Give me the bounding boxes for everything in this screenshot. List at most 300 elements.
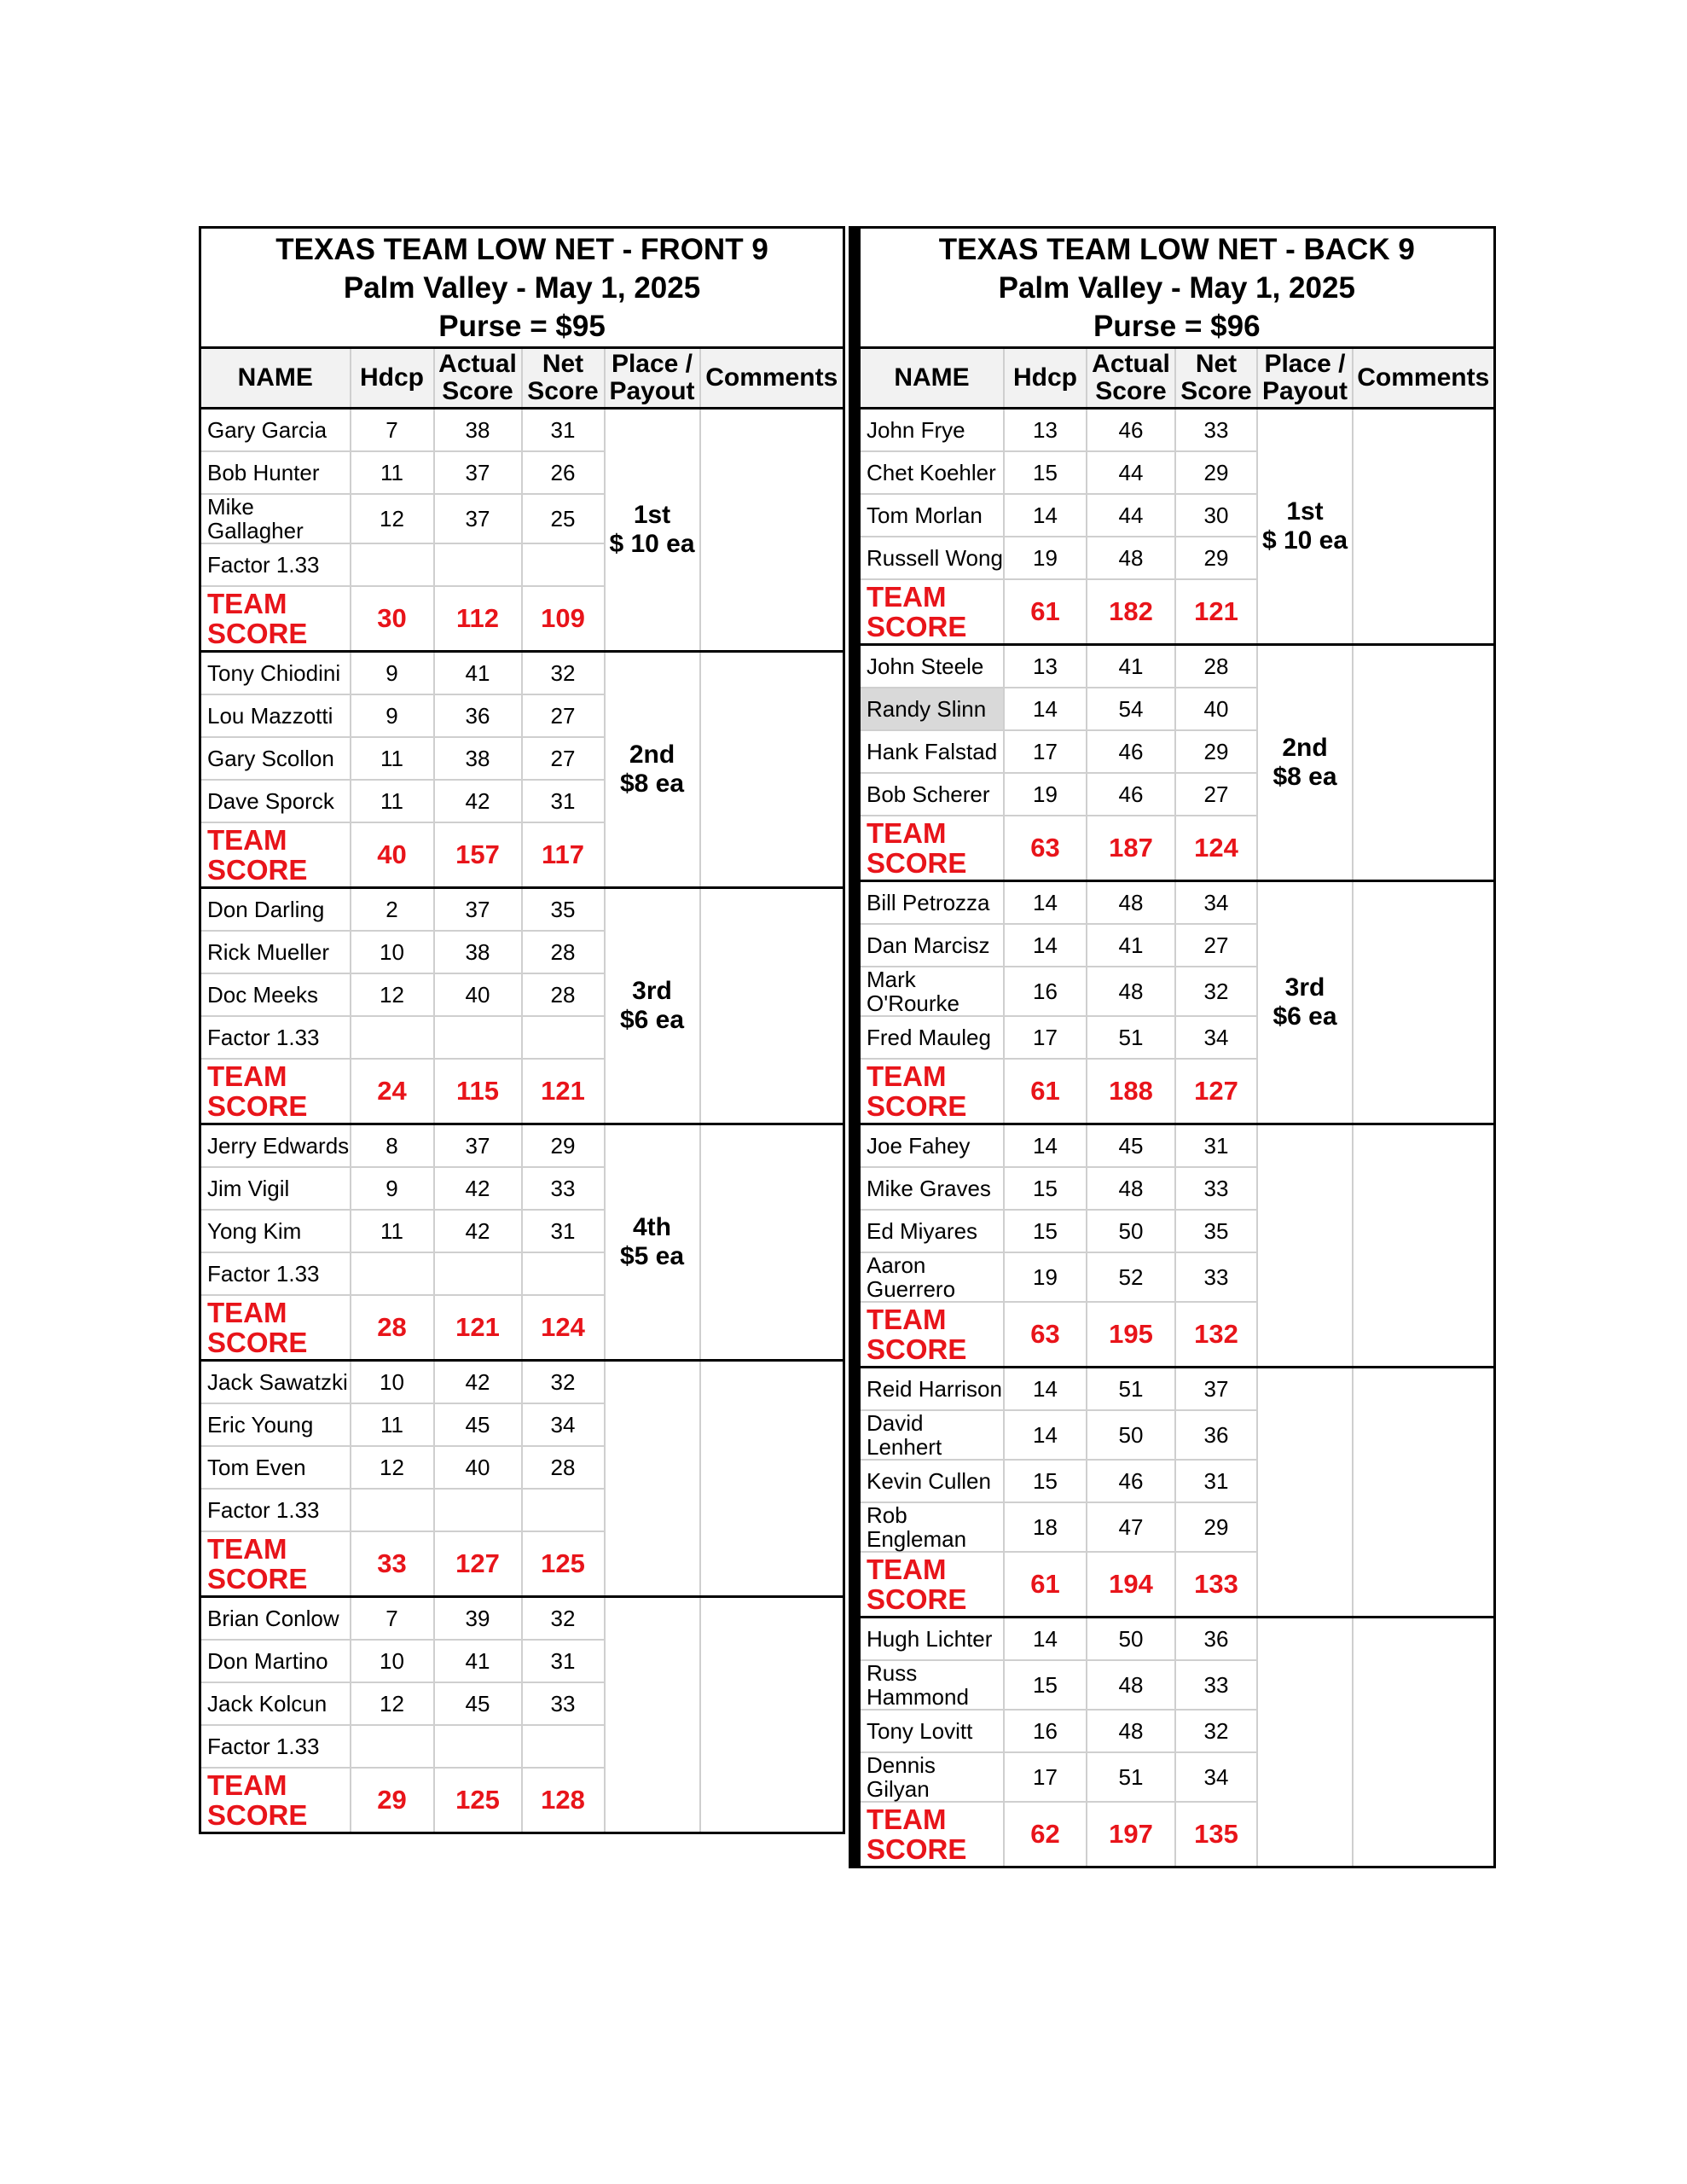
team-score-label: TEAM SCORE — [200, 822, 351, 888]
player-name: Jack Sawatzki — [200, 1361, 351, 1404]
player-name: Tony Lovitt — [855, 1710, 1004, 1752]
player-hdcp: 13 — [1004, 409, 1087, 452]
team-hdcp-total: 61 — [1004, 1059, 1087, 1124]
player-name: Doc Meeks — [200, 973, 351, 1016]
comments-cell — [700, 1124, 844, 1361]
player-hdcp: 15 — [1004, 451, 1087, 494]
player-actual-score: 48 — [1087, 1660, 1175, 1710]
player-row — [200, 888, 844, 932]
player-name: Factor 1.33 — [200, 1252, 351, 1295]
player-name: John Steele — [855, 645, 1004, 688]
player-actual-score: 52 — [1087, 1252, 1175, 1302]
player-net-score: 33 — [1175, 1660, 1257, 1710]
team-actual-total: 187 — [1087, 816, 1175, 881]
team-score-label: TEAM SCORE — [200, 1531, 351, 1597]
team-actual-total: 125 — [434, 1768, 522, 1833]
player-net-score: 30 — [1175, 494, 1257, 537]
player-hdcp: 10 — [351, 1640, 434, 1682]
comments-cell — [1353, 1618, 1494, 1867]
player-net-score: 35 — [522, 888, 605, 932]
player-actual-score — [434, 1252, 522, 1295]
player-net-score: 27 — [522, 737, 605, 780]
player-net-score: 31 — [1175, 1460, 1257, 1502]
player-name: John Frye — [855, 409, 1004, 452]
player-actual-score: 46 — [1087, 409, 1175, 452]
player-actual-score: 38 — [434, 409, 522, 452]
player-actual-score — [434, 1725, 522, 1768]
comments-cell — [700, 409, 844, 652]
player-net-score: 29 — [1175, 537, 1257, 579]
team-score-label: TEAM SCORE — [200, 1295, 351, 1361]
header-comments: Comments — [700, 348, 844, 409]
player-net-score: 33 — [1175, 409, 1257, 452]
player-hdcp — [351, 1489, 434, 1531]
payout-label: $6 ea — [1272, 1002, 1337, 1031]
player-net-score: 29 — [1175, 1502, 1257, 1552]
player-actual-score: 44 — [1087, 494, 1175, 537]
player-row — [855, 881, 1494, 925]
player-name: Eric Young — [200, 1403, 351, 1446]
player-name: Hank Falstad — [855, 730, 1004, 773]
player-net-score: 32 — [522, 1361, 605, 1404]
player-row — [200, 1361, 844, 1404]
player-actual-score: 48 — [1087, 1167, 1175, 1210]
place-label: 2nd — [1282, 734, 1328, 762]
header-actual-score: Actual Score — [1087, 348, 1175, 409]
player-net-score — [522, 1725, 605, 1768]
player-hdcp: 11 — [351, 737, 434, 780]
player-hdcp: 17 — [1004, 1752, 1087, 1802]
player-name: Yong Kim — [200, 1210, 351, 1252]
player-name: Factor 1.33 — [200, 543, 351, 586]
team-net-total: 132 — [1175, 1302, 1257, 1368]
player-name: Tom Morlan — [855, 494, 1004, 537]
place-payout-cell — [1257, 1618, 1353, 1867]
player-name: Fred Mauleg — [855, 1016, 1004, 1059]
header-hdcp: Hdcp — [351, 348, 434, 409]
team-score-label: TEAM SCORE — [855, 579, 1004, 645]
header-hdcp: Hdcp — [1004, 348, 1087, 409]
team-net-total: 121 — [522, 1059, 605, 1124]
team-actual-total: 127 — [434, 1531, 522, 1597]
player-name: Gary Garcia — [200, 409, 351, 452]
player-actual-score: 48 — [1087, 881, 1175, 925]
place-payout-cell — [605, 652, 700, 888]
player-net-score — [522, 1016, 605, 1059]
player-actual-score: 48 — [1087, 1710, 1175, 1752]
player-name: Chet Koehler — [855, 451, 1004, 494]
player-hdcp: 16 — [1004, 967, 1087, 1016]
player-name: Dennis Gilyan — [855, 1752, 1004, 1802]
player-name: Bob Hunter — [200, 451, 351, 494]
team-actual-total: 157 — [434, 822, 522, 888]
player-row — [200, 409, 844, 452]
team-hdcp-total: 61 — [1004, 579, 1087, 645]
player-actual-score: 44 — [1087, 451, 1175, 494]
player-net-score: 29 — [1175, 451, 1257, 494]
player-name: Rick Mueller — [200, 931, 351, 973]
payout-label: $8 ea — [619, 770, 685, 798]
team-net-total: 133 — [1175, 1552, 1257, 1618]
player-name: Mark O'Rourke — [855, 967, 1004, 1016]
player-name: Russ Hammond — [855, 1660, 1004, 1710]
header-actual-score: Actual Score — [434, 348, 522, 409]
player-name: Bill Petrozza — [855, 881, 1004, 925]
player-hdcp: 11 — [351, 780, 434, 822]
player-net-score — [522, 1252, 605, 1295]
player-actual-score: 46 — [1087, 1460, 1175, 1502]
team-net-total: 135 — [1175, 1802, 1257, 1867]
player-hdcp: 9 — [351, 694, 434, 737]
team-net-total: 125 — [522, 1531, 605, 1597]
player-name: Don Martino — [200, 1640, 351, 1682]
player-actual-score: 46 — [1087, 730, 1175, 773]
comments-cell — [1353, 645, 1494, 881]
team-hdcp-total: 40 — [351, 822, 434, 888]
place-payout-cell — [605, 1361, 700, 1597]
place-payout-cell — [605, 888, 700, 1124]
back-title: TEXAS TEAM LOW NET - BACK 9 — [938, 232, 1415, 266]
player-hdcp: 19 — [1004, 773, 1087, 816]
player-hdcp: 15 — [1004, 1167, 1087, 1210]
player-net-score: 28 — [1175, 645, 1257, 688]
place-label: 1st — [633, 501, 671, 529]
player-actual-score: 36 — [434, 694, 522, 737]
back-nine-table — [849, 226, 1496, 1868]
player-name: Joe Fahey — [855, 1124, 1004, 1168]
player-name: Factor 1.33 — [200, 1489, 351, 1531]
team-score-label: TEAM SCORE — [200, 586, 351, 652]
player-row — [855, 1618, 1494, 1661]
player-hdcp: 17 — [1004, 1016, 1087, 1059]
player-hdcp: 12 — [351, 1682, 434, 1725]
player-actual-score: 51 — [1087, 1368, 1175, 1411]
player-hdcp: 14 — [1004, 924, 1087, 967]
place-payout-cell — [605, 1597, 700, 1833]
back-purse: Purse = $96 — [1093, 309, 1261, 343]
place-label: 3rd — [632, 977, 672, 1005]
player-actual-score: 54 — [1087, 688, 1175, 730]
player-actual-score: 42 — [434, 1167, 522, 1210]
comments-cell — [1353, 1368, 1494, 1618]
team-actual-total: 197 — [1087, 1802, 1175, 1867]
player-actual-score: 48 — [1087, 537, 1175, 579]
player-row — [855, 645, 1494, 688]
front-title-block — [200, 228, 844, 348]
player-name: Ed Miyares — [855, 1210, 1004, 1252]
team-hdcp-total: 28 — [351, 1295, 434, 1361]
player-hdcp: 16 — [1004, 1710, 1087, 1752]
player-hdcp — [351, 543, 434, 586]
player-net-score: 31 — [522, 780, 605, 822]
player-hdcp: 15 — [1004, 1460, 1087, 1502]
team-score-label: TEAM SCORE — [855, 1302, 1004, 1368]
player-actual-score: 37 — [434, 1124, 522, 1168]
player-net-score: 32 — [522, 652, 605, 695]
team-score-label: TEAM SCORE — [855, 1552, 1004, 1618]
player-hdcp: 15 — [1004, 1210, 1087, 1252]
player-net-score: 32 — [1175, 967, 1257, 1016]
player-net-score: 37 — [1175, 1368, 1257, 1411]
player-net-score: 28 — [522, 973, 605, 1016]
player-actual-score: 40 — [434, 973, 522, 1016]
player-actual-score: 46 — [1087, 773, 1175, 816]
player-hdcp: 19 — [1004, 537, 1087, 579]
team-actual-total: 188 — [1087, 1059, 1175, 1124]
player-actual-score: 45 — [434, 1403, 522, 1446]
team-hdcp-total: 63 — [1004, 816, 1087, 881]
place-payout-cell — [1257, 881, 1353, 1124]
player-actual-score: 37 — [434, 451, 522, 494]
player-hdcp: 18 — [1004, 1502, 1087, 1552]
payout-label: $ 10 ea — [1261, 526, 1348, 555]
player-hdcp: 11 — [351, 451, 434, 494]
player-hdcp: 8 — [351, 1124, 434, 1168]
place-label: 1st — [1286, 497, 1324, 526]
player-hdcp: 14 — [1004, 881, 1087, 925]
player-row — [855, 1368, 1494, 1411]
player-hdcp: 14 — [1004, 688, 1087, 730]
team-score-label: TEAM SCORE — [200, 1059, 351, 1124]
player-net-score: 36 — [1175, 1410, 1257, 1460]
player-name: David Lenhert — [855, 1410, 1004, 1460]
player-actual-score: 45 — [434, 1682, 522, 1725]
player-actual-score: 38 — [434, 931, 522, 973]
player-name: Jack Kolcun — [200, 1682, 351, 1725]
player-net-score: 34 — [522, 1403, 605, 1446]
player-name: Russell Wong — [855, 537, 1004, 579]
player-hdcp: 14 — [1004, 494, 1087, 537]
player-actual-score: 51 — [1087, 1752, 1175, 1802]
team-score-label: TEAM SCORE — [855, 1802, 1004, 1867]
player-net-score: 33 — [522, 1682, 605, 1725]
player-net-score: 26 — [522, 451, 605, 494]
player-name: Reid Harrison — [855, 1368, 1004, 1411]
player-actual-score: 42 — [434, 1210, 522, 1252]
player-hdcp: 11 — [351, 1210, 434, 1252]
player-row — [200, 1124, 844, 1168]
place-payout-cell — [1257, 409, 1353, 645]
player-name: Jim Vigil — [200, 1167, 351, 1210]
player-hdcp: 17 — [1004, 730, 1087, 773]
team-actual-total: 112 — [434, 586, 522, 652]
team-hdcp-total: 33 — [351, 1531, 434, 1597]
front-title: TEXAS TEAM LOW NET - FRONT 9 — [275, 232, 768, 266]
player-net-score: 31 — [1175, 1124, 1257, 1168]
player-actual-score — [434, 1016, 522, 1059]
place-payout-cell — [605, 1124, 700, 1361]
player-name: Mike Gallagher — [200, 494, 351, 543]
back-header-row — [855, 348, 1494, 409]
player-hdcp: 15 — [1004, 1660, 1087, 1710]
team-net-total: 121 — [1175, 579, 1257, 645]
player-actual-score: 42 — [434, 780, 522, 822]
back-course-date: Palm Valley - May 1, 2025 — [998, 270, 1355, 305]
team-hdcp-total: 30 — [351, 586, 434, 652]
player-net-score: 29 — [1175, 730, 1257, 773]
player-actual-score: 45 — [1087, 1124, 1175, 1168]
player-net-score: 27 — [1175, 773, 1257, 816]
header-net-score: Net Score — [1175, 348, 1257, 409]
player-name: Rob Engleman — [855, 1502, 1004, 1552]
front-purse: Purse = $95 — [438, 309, 606, 343]
player-hdcp: 7 — [351, 409, 434, 452]
comments-cell — [700, 652, 844, 888]
header-name: NAME — [200, 348, 351, 409]
player-name: Lou Mazzotti — [200, 694, 351, 737]
player-net-score — [522, 543, 605, 586]
player-hdcp: 12 — [351, 1446, 434, 1489]
player-name: Tony Chiodini — [200, 652, 351, 695]
team-hdcp-total: 62 — [1004, 1802, 1087, 1867]
player-actual-score: 41 — [434, 1640, 522, 1682]
player-name: Aaron Guerrero — [855, 1252, 1004, 1302]
player-name: Factor 1.33 — [200, 1725, 351, 1768]
team-actual-total: 194 — [1087, 1552, 1175, 1618]
player-hdcp: 14 — [1004, 1618, 1087, 1661]
player-hdcp: 2 — [351, 888, 434, 932]
player-name: Kevin Cullen — [855, 1460, 1004, 1502]
player-net-score: 33 — [1175, 1252, 1257, 1302]
header-net-score: Net Score — [522, 348, 605, 409]
team-actual-total: 195 — [1087, 1302, 1175, 1368]
payout-label: $8 ea — [1272, 763, 1337, 791]
team-hdcp-total: 24 — [351, 1059, 434, 1124]
player-hdcp: 10 — [351, 1361, 434, 1404]
team-net-total: 117 — [522, 822, 605, 888]
player-hdcp: 12 — [351, 973, 434, 1016]
team-actual-total: 115 — [434, 1059, 522, 1124]
place-payout-cell — [1257, 1124, 1353, 1368]
player-actual-score: 40 — [434, 1446, 522, 1489]
player-actual-score: 37 — [434, 494, 522, 543]
player-name: Dave Sporck — [200, 780, 351, 822]
player-net-score: 28 — [522, 1446, 605, 1489]
player-net-score: 34 — [1175, 1016, 1257, 1059]
header-name: NAME — [855, 348, 1004, 409]
comments-cell — [700, 1361, 844, 1597]
player-name: Jerry Edwards — [200, 1124, 351, 1168]
comments-cell — [700, 888, 844, 1124]
payout-label: $6 ea — [619, 1006, 685, 1034]
player-actual-score: 41 — [1087, 924, 1175, 967]
player-name: Factor 1.33 — [200, 1016, 351, 1059]
player-actual-score: 41 — [434, 652, 522, 695]
back-title-block — [855, 228, 1494, 348]
team-score-label: TEAM SCORE — [855, 1059, 1004, 1124]
player-net-score: 32 — [522, 1597, 605, 1641]
player-name: Don Darling — [200, 888, 351, 932]
team-net-total: 124 — [522, 1295, 605, 1361]
player-row — [200, 1597, 844, 1641]
player-net-score: 27 — [1175, 924, 1257, 967]
front-course-date: Palm Valley - May 1, 2025 — [343, 270, 701, 305]
player-row — [855, 1124, 1494, 1168]
player-hdcp: 19 — [1004, 1252, 1087, 1302]
header-comments: Comments — [1353, 348, 1494, 409]
place-label: 4th — [633, 1213, 671, 1241]
player-net-score: 31 — [522, 1210, 605, 1252]
comments-cell — [700, 1597, 844, 1833]
player-actual-score — [434, 1489, 522, 1531]
player-actual-score: 38 — [434, 737, 522, 780]
front-header-row — [200, 348, 844, 409]
player-net-score: 34 — [1175, 881, 1257, 925]
team-actual-total: 121 — [434, 1295, 522, 1361]
player-hdcp — [351, 1016, 434, 1059]
player-actual-score: 48 — [1087, 967, 1175, 1016]
team-score-label: TEAM SCORE — [200, 1768, 351, 1833]
player-actual-score: 50 — [1087, 1618, 1175, 1661]
player-net-score: 36 — [1175, 1618, 1257, 1661]
team-net-total: 127 — [1175, 1059, 1257, 1124]
player-net-score: 25 — [522, 494, 605, 543]
team-hdcp-total: 29 — [351, 1768, 434, 1833]
player-hdcp: 12 — [351, 494, 434, 543]
player-row — [200, 652, 844, 695]
player-hdcp: 9 — [351, 652, 434, 695]
place-label: 3rd — [1284, 973, 1325, 1002]
player-net-score: 31 — [522, 409, 605, 452]
team-hdcp-total: 63 — [1004, 1302, 1087, 1368]
player-actual-score: 37 — [434, 888, 522, 932]
player-name: Bob Scherer — [855, 773, 1004, 816]
player-net-score: 31 — [522, 1640, 605, 1682]
place-label: 2nd — [629, 741, 675, 769]
player-net-score: 33 — [1175, 1167, 1257, 1210]
player-hdcp: 11 — [351, 1403, 434, 1446]
place-payout-cell — [1257, 645, 1353, 881]
player-name: Brian Conlow — [200, 1597, 351, 1641]
player-net-score: 33 — [522, 1167, 605, 1210]
player-hdcp: 10 — [351, 931, 434, 973]
player-net-score: 27 — [522, 694, 605, 737]
player-hdcp: 14 — [1004, 1410, 1087, 1460]
player-hdcp: 13 — [1004, 645, 1087, 688]
player-actual-score: 51 — [1087, 1016, 1175, 1059]
player-net-score: 35 — [1175, 1210, 1257, 1252]
player-hdcp — [351, 1725, 434, 1768]
comments-cell — [1353, 1124, 1494, 1368]
header-place-payout: Place / Payout — [1257, 348, 1353, 409]
player-hdcp: 7 — [351, 1597, 434, 1641]
player-actual-score: 50 — [1087, 1410, 1175, 1460]
player-hdcp: 9 — [351, 1167, 434, 1210]
player-actual-score: 50 — [1087, 1210, 1175, 1252]
header-place-payout: Place / Payout — [605, 348, 700, 409]
player-net-score: 34 — [1175, 1752, 1257, 1802]
payout-label: $ 10 ea — [609, 530, 695, 558]
team-net-total: 128 — [522, 1768, 605, 1833]
player-actual-score — [434, 543, 522, 586]
comments-cell — [1353, 881, 1494, 1124]
player-net-score: 29 — [522, 1124, 605, 1168]
player-name: Tom Even — [200, 1446, 351, 1489]
player-name: Hugh Lichter — [855, 1618, 1004, 1661]
player-net-score: 40 — [1175, 688, 1257, 730]
player-hdcp — [351, 1252, 434, 1295]
player-actual-score: 39 — [434, 1597, 522, 1641]
player-name: Dan Marcisz — [855, 924, 1004, 967]
player-row — [855, 409, 1494, 452]
team-net-total: 124 — [1175, 816, 1257, 881]
player-name: Mike Graves — [855, 1167, 1004, 1210]
player-net-score — [522, 1489, 605, 1531]
player-hdcp: 14 — [1004, 1368, 1087, 1411]
team-actual-total: 182 — [1087, 579, 1175, 645]
player-hdcp: 14 — [1004, 1124, 1087, 1168]
player-actual-score: 41 — [1087, 645, 1175, 688]
